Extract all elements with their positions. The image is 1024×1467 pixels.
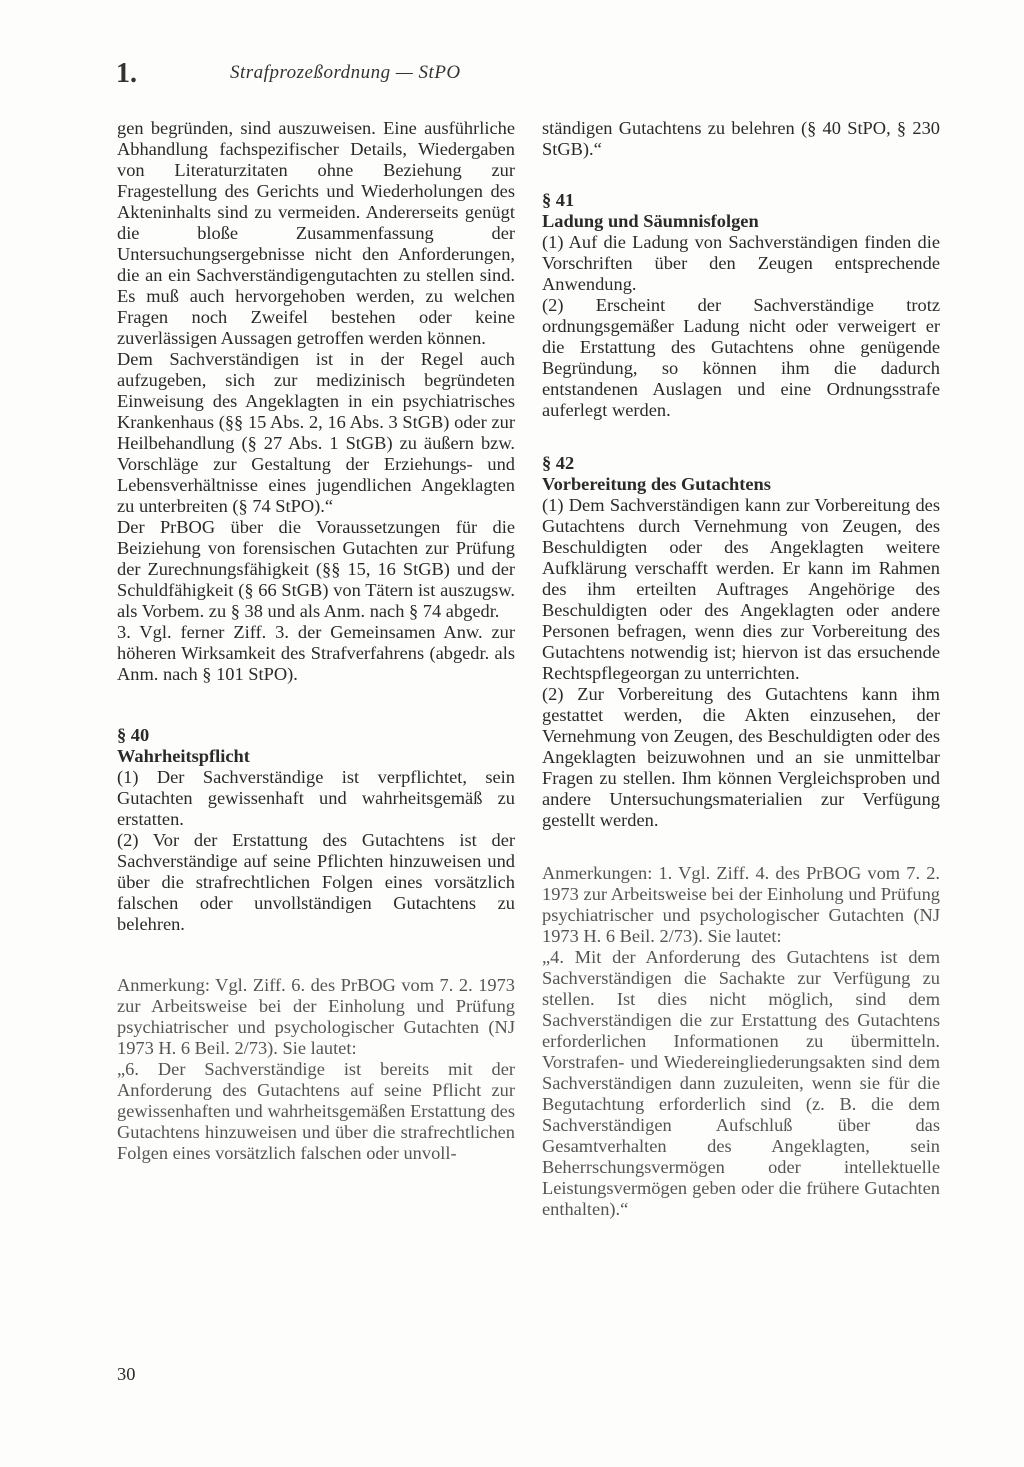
paragraph: ständigen Gutachtens zu belehren (§ 40 StPO, § 230 StGB).“ <box>542 118 940 159</box>
section-number-41: § 41 <box>542 190 575 210</box>
annotation-paragraph: Anmerkungen: 1. Vgl. Ziff. 4. des PrBOG vom 7. 2. 1973 zur Arbeitsweise bei der Einholung und Prüfung psychiatrischer und psychologischer Gutachten (NJ 1973 H. 6 Beil. 2/73). Sie lautet: <box>542 863 940 946</box>
paragraph: (1) Auf die Ladung von Sachverständigen finden die Vorschriften über den Zeugen entsprechende Anwendung. <box>542 232 940 294</box>
paragraph: (1) Dem Sachverständigen kann zur Vorbereitung des Gutachtens durch Vernehmung von Zeugen, des Beschuldigten oder des Angeklagten weitere Aufklärung verschafft werden. Er kann im Rahmen des ihm erteilten Auftrages Angehörige des Beschuldigten oder des Angeklagten oder andere Personen befragen, wenn dies zur Vorbereitung des Gutachtens notwendig ist; hiervon ist das ersuchende Rechtspflegeorgan zu unterrichten. <box>542 495 940 683</box>
annotation-quote: „4. Mit der Anforderung des Gutachtens ist dem Sachverständigen die Sachakte zur Verfügung zu stellen. Ist dies nicht möglich, sind dem Sachverständigen die zur Erstattung des Gutachtens erforderlichen Informationen zu übermitteln. Vorstrafen- und Wiedereingliederungsakten sind dem Sachverständigen dann zuzuleiten, wenn sie für die Begutachtung erforderlich sind (z. B. die dem Sachverständigen Aufschluß über das Gesamtverhalten des Angeklagten, sein Beherrschungsvermögen oder intellektuelle Leistungsvermögen geben oder die frühere Gutachten enthalten).“ <box>542 947 940 1219</box>
left-column <box>117 118 515 1164</box>
section-title-41: Ladung und Säumnisfolgen <box>542 211 759 231</box>
right-column <box>542 118 940 1220</box>
section-title-42: Vorbereitung des Gutachtens <box>542 474 771 494</box>
spacer <box>542 160 940 190</box>
spacer <box>542 831 940 863</box>
annotation-paragraph: Anmerkung: Vgl. Ziff. 6. des PrBOG vom 7. 2. 1973 zur Arbeitsweise bei der Einholung und Prüfung psychiatrischer und psychologischer Gutachten (NJ 1973 H. 6 Beil. 2/73). Sie lautet: <box>117 975 515 1058</box>
annotation-quote: „6. Der Sachverständige ist bereits mit der Anforderung des Gutachtens auf seine Pflicht zur gewissenhaften und wahrheitsgemäßen Erstattung des Gutachtens hinzuweisen und über die strafrechtlichen Folgen eines vorsätzlich falschen oder unvoll- <box>117 1059 515 1163</box>
spacer <box>542 421 940 453</box>
spacer <box>117 685 515 725</box>
section-number-42: § 42 <box>542 453 575 473</box>
paragraph: gen begründen, sind auszuweisen. Eine ausführliche Abhandlung fachspezifischer Details, Wiedergaben von Literaturzitaten ohne Beziehung zur Fragestellung des Gerichts und Wiederholungen des Akteninhalts sind zu vermeiden. Andererseits genügt die bloße Zusammenfassung der Untersuchungsergebnisse nicht den Anforderungen, die an ein Sachverständigengutachten zu stellen sind. Es muß auch hervorgehoben werden, zu welchen Fragen noch Zweifel bestehen oder keine zuverlässigen Aussagen getroffen werden können. <box>117 118 515 348</box>
paragraph: (2) Zur Vorbereitung des Gutachtens kann ihm gestattet werden, die Akten einzusehen, der Vernehmung von Zeugen, des Beschuldigten oder des Angeklagten beizuwohnen und an sie unmittelbar Fragen zu stellen. Ihm können Vergleichsproben und andere Untersuchungsmaterialien zur Verfügung gestellt werden. <box>542 684 940 830</box>
page-number: 30 <box>117 1364 136 1384</box>
paragraph: Der PrBOG über die Voraussetzungen für die Beiziehung von forensischen Gutachten zur Prüfung der Zurechnungsfähigkeit (§§ 15, 16 StGB) und der Schuldfähigkeit (§ 66 StGB) von Tätern ist auszugsw. als Vorbem. zu § 38 und als Anm. nach § 74 abgedr. <box>117 517 515 621</box>
paragraph: (1) Der Sachverständige ist verpflichtet, sein Gutachten gewissenhaft und wahrheitsgemäß zu erstatten. <box>117 767 515 829</box>
chapter-number: 1. <box>116 58 137 89</box>
spacer <box>117 935 515 975</box>
paragraph: (2) Vor der Erstattung des Gutachtens ist der Sachverständige auf seine Pflichten hinzuweisen und über die strafrechtlichen Folgen eines vorsätzlich falschen oder unvollständigen Gutachtens zu belehren. <box>117 830 515 934</box>
section-number-40: § 40 <box>117 725 150 745</box>
paragraph: 3. Vgl. ferner Ziff. 3. der Gemeinsamen Anw. zur höheren Wirksamkeit des Strafverfahrens (abgedr. als Anm. nach § 101 StPO). <box>117 622 515 684</box>
paragraph: Dem Sachverständigen ist in der Regel auch aufzugeben, sich zur medizinisch begründeten Einweisung des Angeklagten in ein psychiatrisches Krankenhaus (§§ 15 Abs. 2, 16 Abs. 3 StGB) oder zur Heilbehandlung (§ 27 Abs. 1 StGB) zu äußern bzw. Vorschläge zur Gestaltung der Erziehungs- und Lebensverhältnisse eines jugendlichen Angeklagten zu unterbreiten (§ 74 StPO).“ <box>117 349 515 516</box>
running-header: Strafprozeßordnung — StPO <box>230 62 461 83</box>
section-title-40: Wahrheitspflicht <box>117 746 250 766</box>
paragraph: (2) Erscheint der Sachverständige trotz ordnungsgemäßer Ladung nicht oder verweigert er die Erstattung des Gutachtens ohne genügende Begründung, so können ihm die dadurch entstandenen Auslagen und eine Ordnungsstrafe auferlegt werden. <box>542 295 940 420</box>
